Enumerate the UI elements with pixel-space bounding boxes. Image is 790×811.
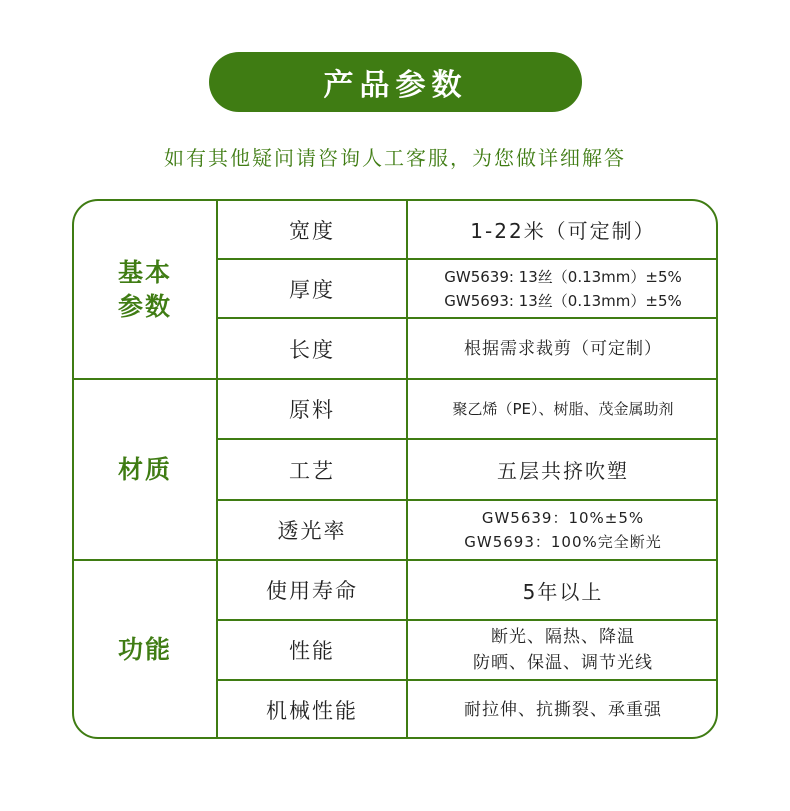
category-line: 参数 [117,291,172,321]
value-raw-material [408,380,718,438]
param-width: 宽度 [289,218,335,243]
value-process [408,440,718,499]
category-material [74,380,216,559]
category-line: 基本 [117,257,172,287]
page-title: 产品参数 [323,68,468,103]
param-light-transmittance: 透光率 [277,519,347,543]
param-performance: 性能 [289,639,335,663]
title-banner [209,52,582,112]
param-thickness: 厚度 [289,277,335,302]
value-line: 5年以上 [522,579,604,604]
value-width [408,201,718,258]
param-length: 长度 [289,337,335,362]
value-line: 断光、隔热、降温 [491,627,635,647]
value-performance [408,621,718,679]
subtitle: 如有其他疑问请咨询人工客服，为您做详细解答 [164,146,626,170]
value-line: 耐拉伸、抗撕裂、承重强 [464,700,662,720]
category-line: 材质 [117,454,172,484]
category-basic-params [74,201,216,378]
param-service-life: 使用寿命 [266,579,358,603]
param-mechanical: 机械性能 [266,699,358,723]
value-length [408,319,718,378]
value-line: GW5639：10%±5% [481,509,645,527]
value-line: 五层共挤吹塑 [497,459,629,483]
value-line: 根据需求裁剪（可定制） [464,338,662,359]
value-line: GW5693：100%完全断光 [464,533,662,551]
value-line: 1-22米（可定制） [470,219,656,243]
value-thickness [408,260,718,317]
param-raw-material: 原料 [289,398,335,422]
param-process: 工艺 [289,458,335,483]
value-line: 防晒、保温、调节光线 [473,653,653,673]
value-line: 聚乙烯（PE）、树脂、茂金属助剂 [452,400,674,418]
value-light-transmittance [408,501,718,559]
value-line: GW5693: 13丝（0.13mm）±5% [444,291,682,310]
value-mechanical [408,681,718,739]
value-service-life [408,561,718,619]
category-function [74,561,216,739]
value-line: GW5639: 13丝（0.13mm）±5% [444,267,682,286]
category-line: 功能 [117,635,172,664]
spec-table [72,199,718,739]
